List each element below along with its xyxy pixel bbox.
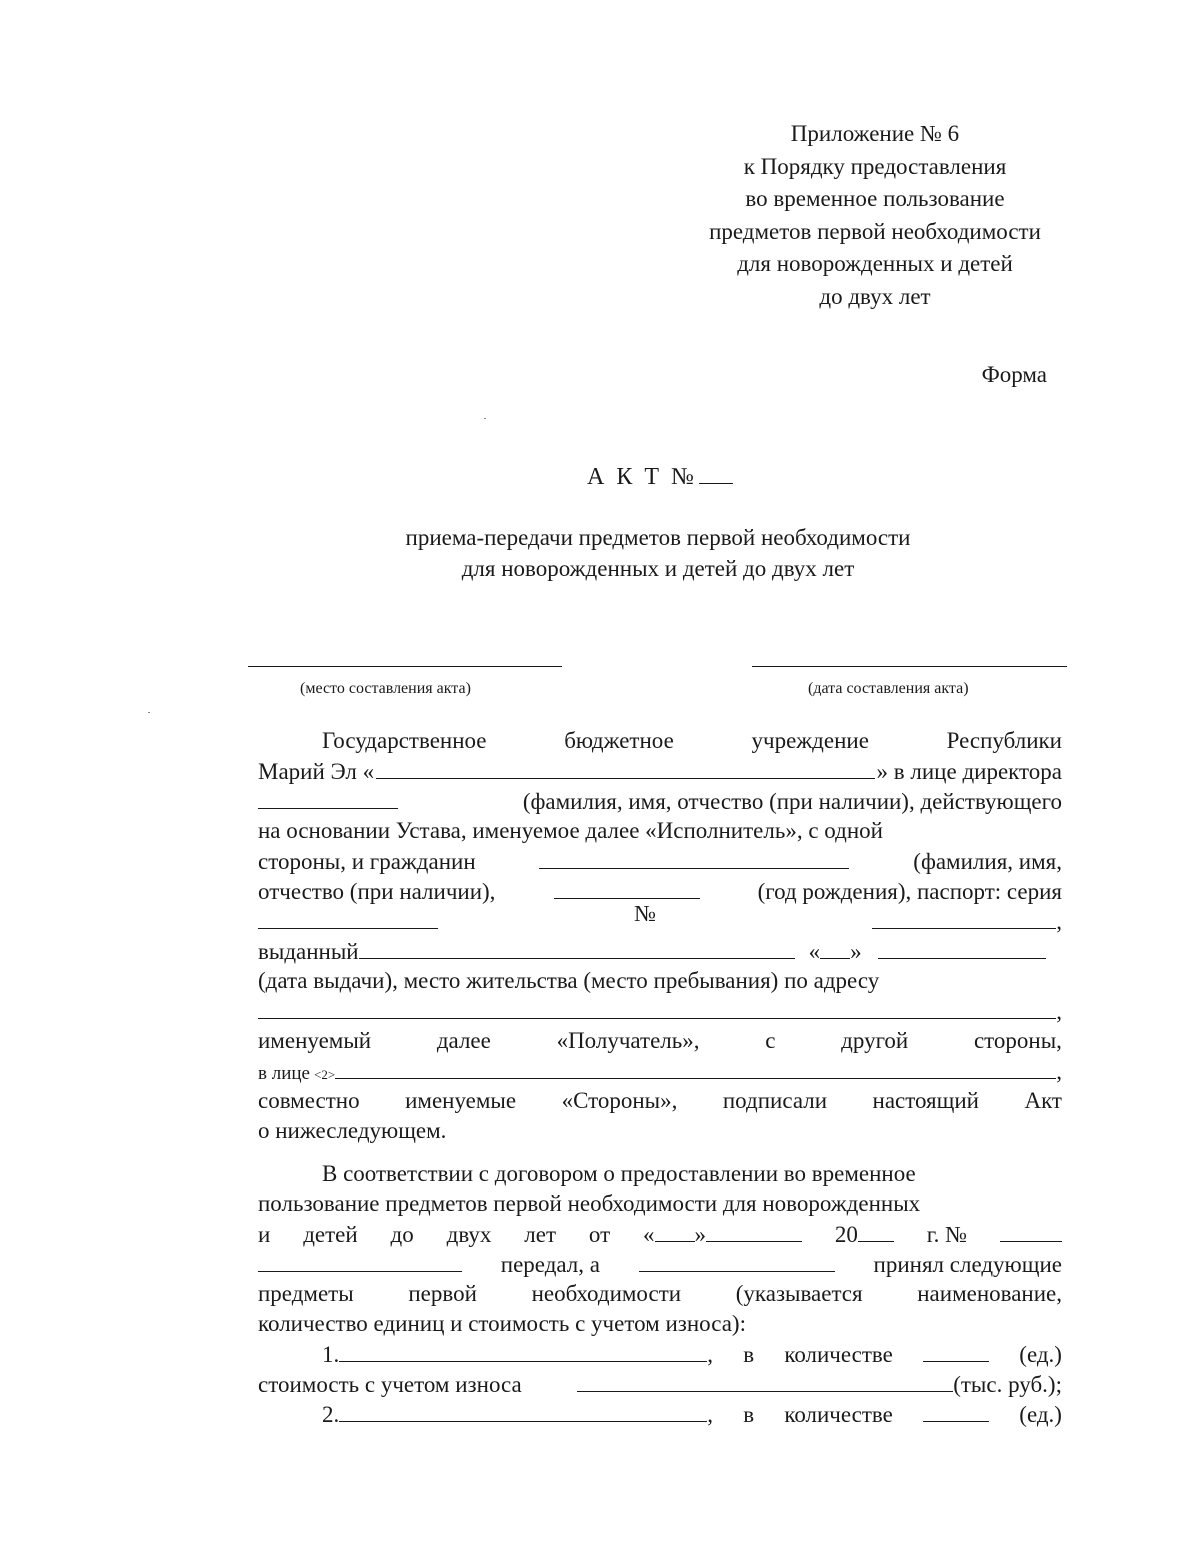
act-subtitle: [320, 522, 996, 584]
body-line: [258, 968, 1062, 998]
appendix-line: предметов первой необходимости: [709, 218, 1041, 244]
issued-by-blank[interactable]: [359, 938, 795, 959]
act-number-blank[interactable]: [699, 463, 733, 484]
representative-blank[interactable]: [335, 1058, 1056, 1079]
contract-number-blank[interactable]: [1000, 1221, 1062, 1242]
text: стороны, и гражданин: [258, 849, 476, 874]
text: от: [588, 1222, 611, 1247]
text: о нижеследующем.: [258, 1118, 447, 1143]
text: количестве: [784, 1342, 893, 1367]
text: Республики: [946, 728, 1062, 753]
text: 20: [834, 1222, 858, 1247]
text: на основании Устава, именуемое далее «Исполнитель», с одной: [258, 818, 883, 843]
text: «: [643, 1222, 655, 1247]
item-1-name-blank[interactable]: [339, 1341, 707, 1362]
text: ,: [1056, 999, 1062, 1024]
text: необходимости: [531, 1281, 682, 1306]
citizen-name-blank[interactable]: [539, 848, 849, 869]
text: (дата выдачи), место жительства (место пребывания) по адресу: [258, 968, 880, 993]
text: стороны,: [973, 1028, 1062, 1053]
text: (ед.): [1019, 1342, 1062, 1367]
appendix-line: Приложение № 6: [790, 121, 960, 146]
appendix-line: до двух лет: [819, 283, 931, 309]
body-line: [258, 1221, 1062, 1251]
text: отчество (при наличии),: [258, 879, 496, 904]
text: в: [743, 1342, 755, 1367]
body-line: [258, 1311, 1062, 1341]
issue-month-blank[interactable]: [878, 938, 1046, 959]
form-label: Форма: [981, 362, 1047, 387]
item-number: 1.: [322, 1342, 340, 1367]
receiver-blank[interactable]: [639, 1251, 835, 1272]
body-line: [258, 1191, 1062, 1221]
body-line: [258, 788, 1062, 818]
appendix-line: для новорожденных и детей: [737, 251, 1013, 276]
address-blank[interactable]: [258, 998, 1056, 1019]
transferor-blank[interactable]: [258, 1251, 462, 1272]
body-line: [258, 1088, 1062, 1118]
text: №: [634, 901, 657, 926]
act-title-text: А К Т №: [587, 464, 697, 490]
date-caption: (дата составления акта): [808, 680, 969, 697]
text: (год рождения), паспорт: серия: [757, 879, 1062, 904]
text: в: [743, 1402, 755, 1427]
appendix-line: к Порядку предоставления: [743, 153, 1007, 179]
contract-year-blank[interactable]: [858, 1221, 894, 1242]
text: выданный: [258, 939, 359, 964]
text: «Получатель»,: [556, 1028, 700, 1053]
body-line: [258, 901, 1062, 938]
text: принял следующие: [873, 1252, 1062, 1277]
text: (фамилия, имя,: [913, 849, 1062, 874]
text: (тыс. руб.);: [953, 1372, 1062, 1397]
passport-series-blank[interactable]: [258, 908, 438, 929]
text: »: [850, 939, 862, 964]
text: настоящий: [872, 1088, 979, 1113]
body-line: [258, 998, 1062, 1028]
scan-speck: [484, 418, 486, 419]
body-line: [258, 758, 1062, 788]
text: бюджетное: [564, 728, 674, 753]
text: передал, а: [500, 1252, 600, 1277]
text: «Стороны»,: [561, 1088, 678, 1113]
director-name-blank[interactable]: [258, 788, 398, 809]
text: ,: [707, 1342, 713, 1367]
text: учреждение: [751, 728, 869, 753]
passport-number-blank[interactable]: [872, 908, 1056, 929]
text: «: [808, 939, 821, 964]
appendix-line: во временное пользование: [745, 186, 1005, 211]
text: с: [765, 1028, 776, 1053]
body-line: [258, 1281, 1062, 1311]
item-1-cost-blank[interactable]: [577, 1371, 953, 1392]
text: В соответствии с договором о предоставлении во временное: [322, 1161, 916, 1186]
text: другой: [841, 1028, 909, 1053]
institution-name-blank[interactable]: [376, 758, 874, 779]
item-2-name-blank[interactable]: [339, 1401, 707, 1422]
text: » в лице директора: [876, 759, 1062, 784]
body-line: [258, 728, 1062, 758]
footnote-ref: <2>: [313, 1067, 336, 1082]
text: именуемый: [258, 1028, 372, 1053]
text: Марий Эл «: [258, 759, 375, 784]
issue-day-blank[interactable]: [820, 938, 850, 959]
text: ,: [707, 1402, 713, 1427]
text: до: [390, 1222, 414, 1247]
body-line: [258, 1251, 1062, 1281]
item-2-quantity-blank[interactable]: [923, 1401, 989, 1422]
body-line: [258, 1028, 1062, 1058]
text: г. №: [926, 1222, 968, 1247]
text: совместно: [258, 1088, 360, 1113]
appendix-header: [640, 118, 1110, 313]
act-title: [0, 463, 1200, 491]
body-line: [258, 938, 1062, 968]
text: пользование предметов первой необходимости для новорожденных: [258, 1191, 921, 1216]
contract-month-blank[interactable]: [706, 1221, 802, 1242]
text: наименование,: [917, 1281, 1062, 1306]
birth-year-blank[interactable]: [554, 878, 700, 899]
body-line: [258, 848, 1062, 878]
text: первой: [408, 1281, 477, 1306]
subtitle-line: приема-передачи предметов первой необходимости: [405, 525, 911, 550]
body-line: [258, 1161, 1062, 1191]
place-blank[interactable]: [248, 666, 562, 667]
text: именуемые: [405, 1088, 517, 1113]
text: далее: [436, 1028, 491, 1053]
text: количестве: [784, 1402, 893, 1427]
text: ,: [1056, 1059, 1062, 1084]
body-line: [258, 1118, 1062, 1148]
item-1-quantity-blank[interactable]: [923, 1341, 989, 1362]
scan-speck: [148, 712, 150, 713]
item-row: [258, 1341, 1062, 1371]
body-line: [258, 878, 1062, 908]
body-line: [258, 818, 1062, 848]
text: детей: [303, 1222, 358, 1247]
text: (фамилия, имя, отчество (при наличии), действующего: [522, 789, 1062, 814]
text: и: [258, 1222, 271, 1247]
place-caption: (место составления акта): [300, 680, 471, 697]
contract-day-blank[interactable]: [655, 1221, 695, 1242]
text: »: [694, 1222, 707, 1247]
date-blank[interactable]: [752, 666, 1067, 667]
subtitle-line: для новорожденных и детей до двух лет: [461, 556, 855, 581]
item-row: [258, 1371, 1062, 1401]
text: количество единиц и стоимость с учетом износа):: [258, 1311, 746, 1336]
text: ,: [1056, 909, 1062, 934]
text: двух: [446, 1222, 492, 1247]
text: Акт: [1024, 1088, 1062, 1113]
text: в лице: [258, 1063, 310, 1084]
item-number: 2.: [322, 1402, 340, 1427]
text: предметы: [258, 1281, 354, 1306]
item-row: [258, 1401, 1062, 1431]
text: стоимость с учетом износа: [258, 1372, 522, 1397]
text: лет: [524, 1222, 557, 1247]
body-line: [258, 1058, 1062, 1088]
text: (указывается: [735, 1281, 863, 1306]
text: Государственное: [322, 728, 487, 753]
text: (ед.): [1019, 1402, 1062, 1427]
text: подписали: [722, 1088, 828, 1113]
